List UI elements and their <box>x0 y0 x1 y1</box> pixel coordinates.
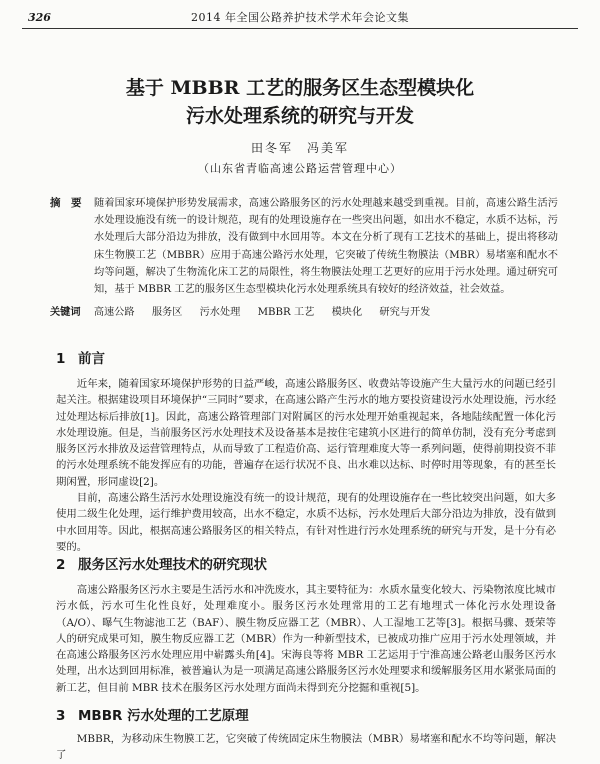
section-title: 前言 <box>78 351 105 367</box>
keyword: 研究与开发 <box>379 307 431 318</box>
authors: 田冬军 冯美军 <box>250 141 349 155</box>
abstract <box>50 195 558 298</box>
keyword: 服务区 <box>151 307 183 318</box>
keywords <box>50 305 558 321</box>
running-header <box>22 10 578 26</box>
section-heading <box>56 350 105 368</box>
keyword: MBBR 工艺 <box>257 307 315 318</box>
section-paragraph: MBBR，为移动床生物膜工艺，它突破了传统固定床生物膜法（MBR）易堵塞和配水不均等问题，解决了 <box>56 733 556 762</box>
section-title: MBBR 污水处理的工艺原理 <box>78 708 249 724</box>
keyword: 模块化 <box>331 307 363 318</box>
keywords-label: 关键词 <box>50 307 81 318</box>
section-heading <box>56 707 249 725</box>
section-title: 服务区污水处理技术的研究现状 <box>78 557 267 573</box>
title-line-1: 基于 MBBR 工艺的服务区生态型模块化 <box>125 77 475 99</box>
keyword: 污水处理 <box>199 307 241 318</box>
section-heading <box>56 556 267 574</box>
title-line-2: 污水处理系统的研究与开发 <box>185 105 414 127</box>
section-paragraph: 目前，高速公路生活污水处理设施没有统一的设计规范，现有的处理设施存在一些比较突出问题，如大多使用二级生化处理，运行维护费用较高，出水不稳定，水质不达标，污水处理后大部分沿边为排放，没有做到中水回用等。因此，根据高速公路服务区的相关特点，有针对性进行污水处理系统的研究与开发，是十分有必要的。 <box>56 492 556 553</box>
section-number: 1 <box>56 351 66 367</box>
page-number: 326 <box>28 11 51 24</box>
section-number: 2 <box>56 557 66 573</box>
section-paragraph: 高速公路服务区污水主要是生活污水和冲洗废水，其主要特征为：水质水量变化较大、污染物浓度比城市污水低，污水可生化性良好，处理难度小。服务区污水处理常用的工艺有地埋式一体化污水处理设备（A/O）、曝气生物滤池工艺（BAF）、膜生物反应器工艺（MBR）、人工湿地工艺等[3]。根据马骤、聂荣等人的研究成果可知，膜生物反应器工艺（MBR）作为一种新型技术，已被成功推广应用于污水处理领域，并在高速公路服务区污水处理应用中崭露头角[4]。宋海良等将 MBR 工艺运用于宁淮高速公路老山服务区污水处理，出水达到回用标准，被普遍认为是一项满足高速公路服务区污水处理要求和缓解服务区用水紧张局面的新工艺，但目前 MBR 技术在服务区污水处理方面尚未得到充分挖掘和重视[5]。 <box>56 584 556 694</box>
abstract-label: 摘 要 <box>50 197 82 209</box>
keyword: 高速公路 <box>93 307 135 318</box>
abstract-text: 随着国家环境保护形势发展需求，高速公路服务区的污水处理越来越受到重视。目前，高速公路生活污水处理设施没有统一的设计规范，现有的处理设施存在一些突出问题，如出水不稳定，水质不达标，污水处理后大部分沿边为排放，没有做到中水回用等。本文在分析了现有工艺技术的基础上，提出将移动床生物膜工艺（MBBR）应用于高速公路污水处理，它突破了传统生物膜法（MBR）易堵塞和配水不均等问题，解决了生物流化床工艺的局限性，将生物膜法处理工艺更好的应用于污水处理。通过研究可知，基于 MBBR 工艺的服务区生态型模块化污水处理系统具有较好的经济效益，社会效益。 <box>94 198 558 296</box>
section-paragraph: 近年来，随着国家环境保护形势的日益严峻，高速公路服务区、收费站等设施产生大量污水的问题已经引起关注。根据建设项目环境保护“三同时”要求，在高速公路产生污水的地方要投资建设污水处理设施，污水经过处理达标后排放[1]。因此，高速公路管理部门对附属区的污水处理开始重视起来，各地陆续配置一体化污水处理设施。但是，当前服务区污水处理技术及设备基本是按住宅建筑小区进行的简单仿制，没有充分考虑到服务区污水排放及运营管理特点，从而导致了工程造价高、运行管理难度大等一系列问题，使得前期投资不菲的污水处理系统不能发挥应有的功能，普遍存在运行状况不良、出水难以达标、时停时用等现象，有的甚至长期闲置，形同虚设[2]。 <box>56 378 556 488</box>
section-number: 3 <box>56 708 66 724</box>
header-rule <box>22 28 578 29</box>
paper-title <box>40 74 560 130</box>
affiliation: （山东省青临高速公路运营管理中心） <box>198 162 402 175</box>
journal-name: 2014 年全国公路养护技术学术年会论文集 <box>191 11 409 24</box>
